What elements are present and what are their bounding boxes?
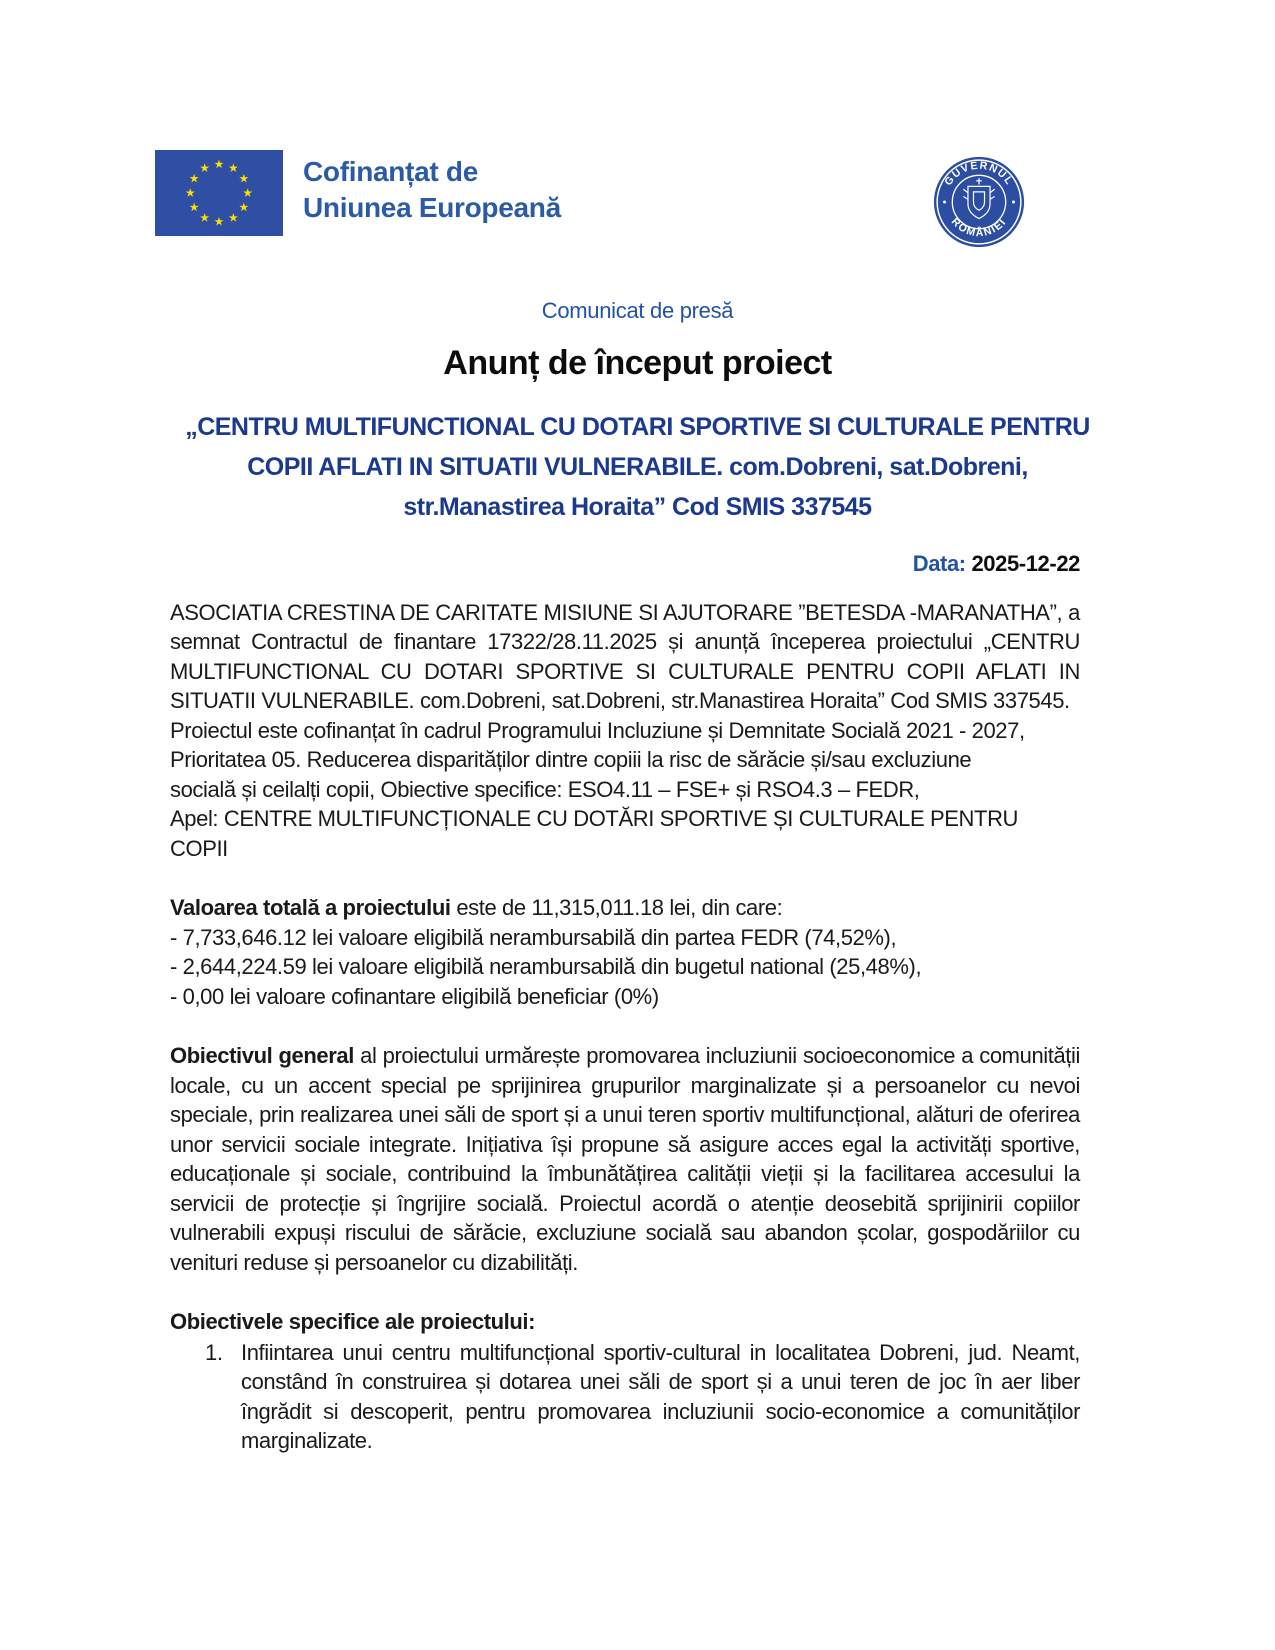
document-body — [0, 549, 1275, 1456]
specific-objectives-list — [170, 1338, 1080, 1456]
project-title-line3: str.Manastirea Horaita” Cod SMIS 337545 — [403, 493, 872, 521]
list-item-number: 1. — [205, 1339, 223, 1365]
intro-paragraph: ASOCIATIA CRESTINA DE CARITATE MISIUNE SI AJUTORARE ”BETESDA -MARANATHA”, a semnat Contractul de finantare 17322/28.11.2025 și anunță începerea proiectului „CENTRU MULTIFUNCTIONAL CU DOTARI SPORTIVE SI CULTURALE PENTRU COPII AFLATI IN SITUATII VULNERABILE. com.Dobreni, sat.Dobreni, str.Manastirea Horaita” Cod SMIS 337545. — [170, 599, 1080, 713]
total-value-section — [170, 893, 1080, 1011]
list-item-text: Infiintarea unui centru multifuncțional sportiv-cultural in localitatea Dobreni, jud. Neamt, constând în construirea și dotarea unei săli de sport și a unui teren de joc în aer liber îngrădit si descoperit, pentru promovarea incluziunii socio-economice a comunităților marginalizate. — [241, 1339, 1080, 1453]
guvernul-romaniei-seal-icon — [933, 156, 1025, 248]
page-header — [0, 0, 1275, 248]
general-objective-paragraph — [170, 1041, 1080, 1277]
eu-cofunded-label-line2: Uniunea Europeană — [303, 192, 561, 223]
program-line-1: Proiectul este cofinanțat în cadrul Programului Incluziune și Demnitate Socială 2021 - 2027, — [170, 717, 1025, 743]
total-value-lead-bold: Valoarea totală a proiectului — [170, 895, 451, 920]
date-value: 2025-12-22 — [971, 551, 1080, 576]
program-line-2: Prioritatea 05. Reducerea disparităților dintre copiii la risc de sărăcie și/sau excluziune — [170, 747, 972, 772]
value-item-national-budget: - 2,644,224.59 lei valoare eligibilă nerambursabilă din bugetul national (25,48%), — [170, 954, 922, 979]
specific-objectives-heading: Obiectivele specifice ale proiectului: — [170, 1309, 536, 1334]
eu-flag-icon — [155, 150, 283, 236]
value-item-beneficiary: - 0,00 lei valoare cofinantare eligibilă beneficiar (0%) — [170, 983, 659, 1009]
project-title-line2: COPII AFLATI IN SITUATII VULNERABILE. com.Dobreni, sat.Dobreni, — [247, 453, 1028, 481]
gov-seal-bottom-text: ROMÂNIEI — [948, 215, 1010, 240]
eu-cofunded-logo — [155, 150, 561, 236]
page-title: Anunț de început proiect — [443, 344, 832, 382]
program-details — [170, 716, 1080, 864]
total-value-lead — [170, 893, 1080, 923]
general-objective-text: al proiectului urmărește promovarea incluziunii socioeconomice a comunității locale, cu un accent special pe sprijinirea grupurilor marginalizate și a persoanelor cu nevoi speciale, prin realizarea unei săli de sport și a unui teren sportiv multifuncțional, alături de oferirea unor servicii sociale integrate. Inițiativa își propune să asigure acces egal la activități sportive, educaționale și sociale, contribuind la îmbunătățirea calității vieții și la facilitarea accesului la servicii de protecție și îngrijire socială. Proiectul acordă o atenție deosebită sprijinirii copiilor vulnerabili expuși riscului de sărăcie, excluziune socială sau abandon școlar, gospodăriilor cu venituri reduse și persoanelor cu dizabilități. — [170, 1043, 1080, 1275]
eu-cofunded-label-line1: Cofinanțat de — [303, 156, 478, 187]
general-objective-lead: Obiectivul general — [170, 1043, 354, 1068]
date-line — [170, 549, 1080, 579]
program-line-4: Apel: CENTRE MULTIFUNCȚIONALE CU DOTĂRI SPORTIVE ȘI CULTURALE PENTRU COPII — [170, 806, 1019, 861]
date-label: Data: — [912, 551, 966, 576]
list-item — [205, 1338, 1080, 1456]
press-release-kicker: Comunicat de presă — [541, 298, 734, 323]
project-title-line1: „CENTRU MULTIFUNCTIONAL CU DOTARI SPORTIVE SI CULTURALE PENTRU — [185, 413, 1090, 441]
program-line-3: socială și ceilalți copii, Obiective specifice: ESO4.11 – FSE+ și RSO4.3 – FEDR, — [170, 776, 920, 802]
gov-seal-top-text: GUVERNUL — [942, 159, 1016, 188]
value-item-fedr: - 7,733,646.12 lei valoare eligibilă nerambursabilă din partea FEDR (74,52%), — [170, 924, 897, 950]
total-value-lead-rest: este de 11,315,011.18 lei, din care: — [450, 895, 783, 920]
eu-cofunded-label — [303, 150, 561, 226]
project-title — [0, 407, 1275, 527]
